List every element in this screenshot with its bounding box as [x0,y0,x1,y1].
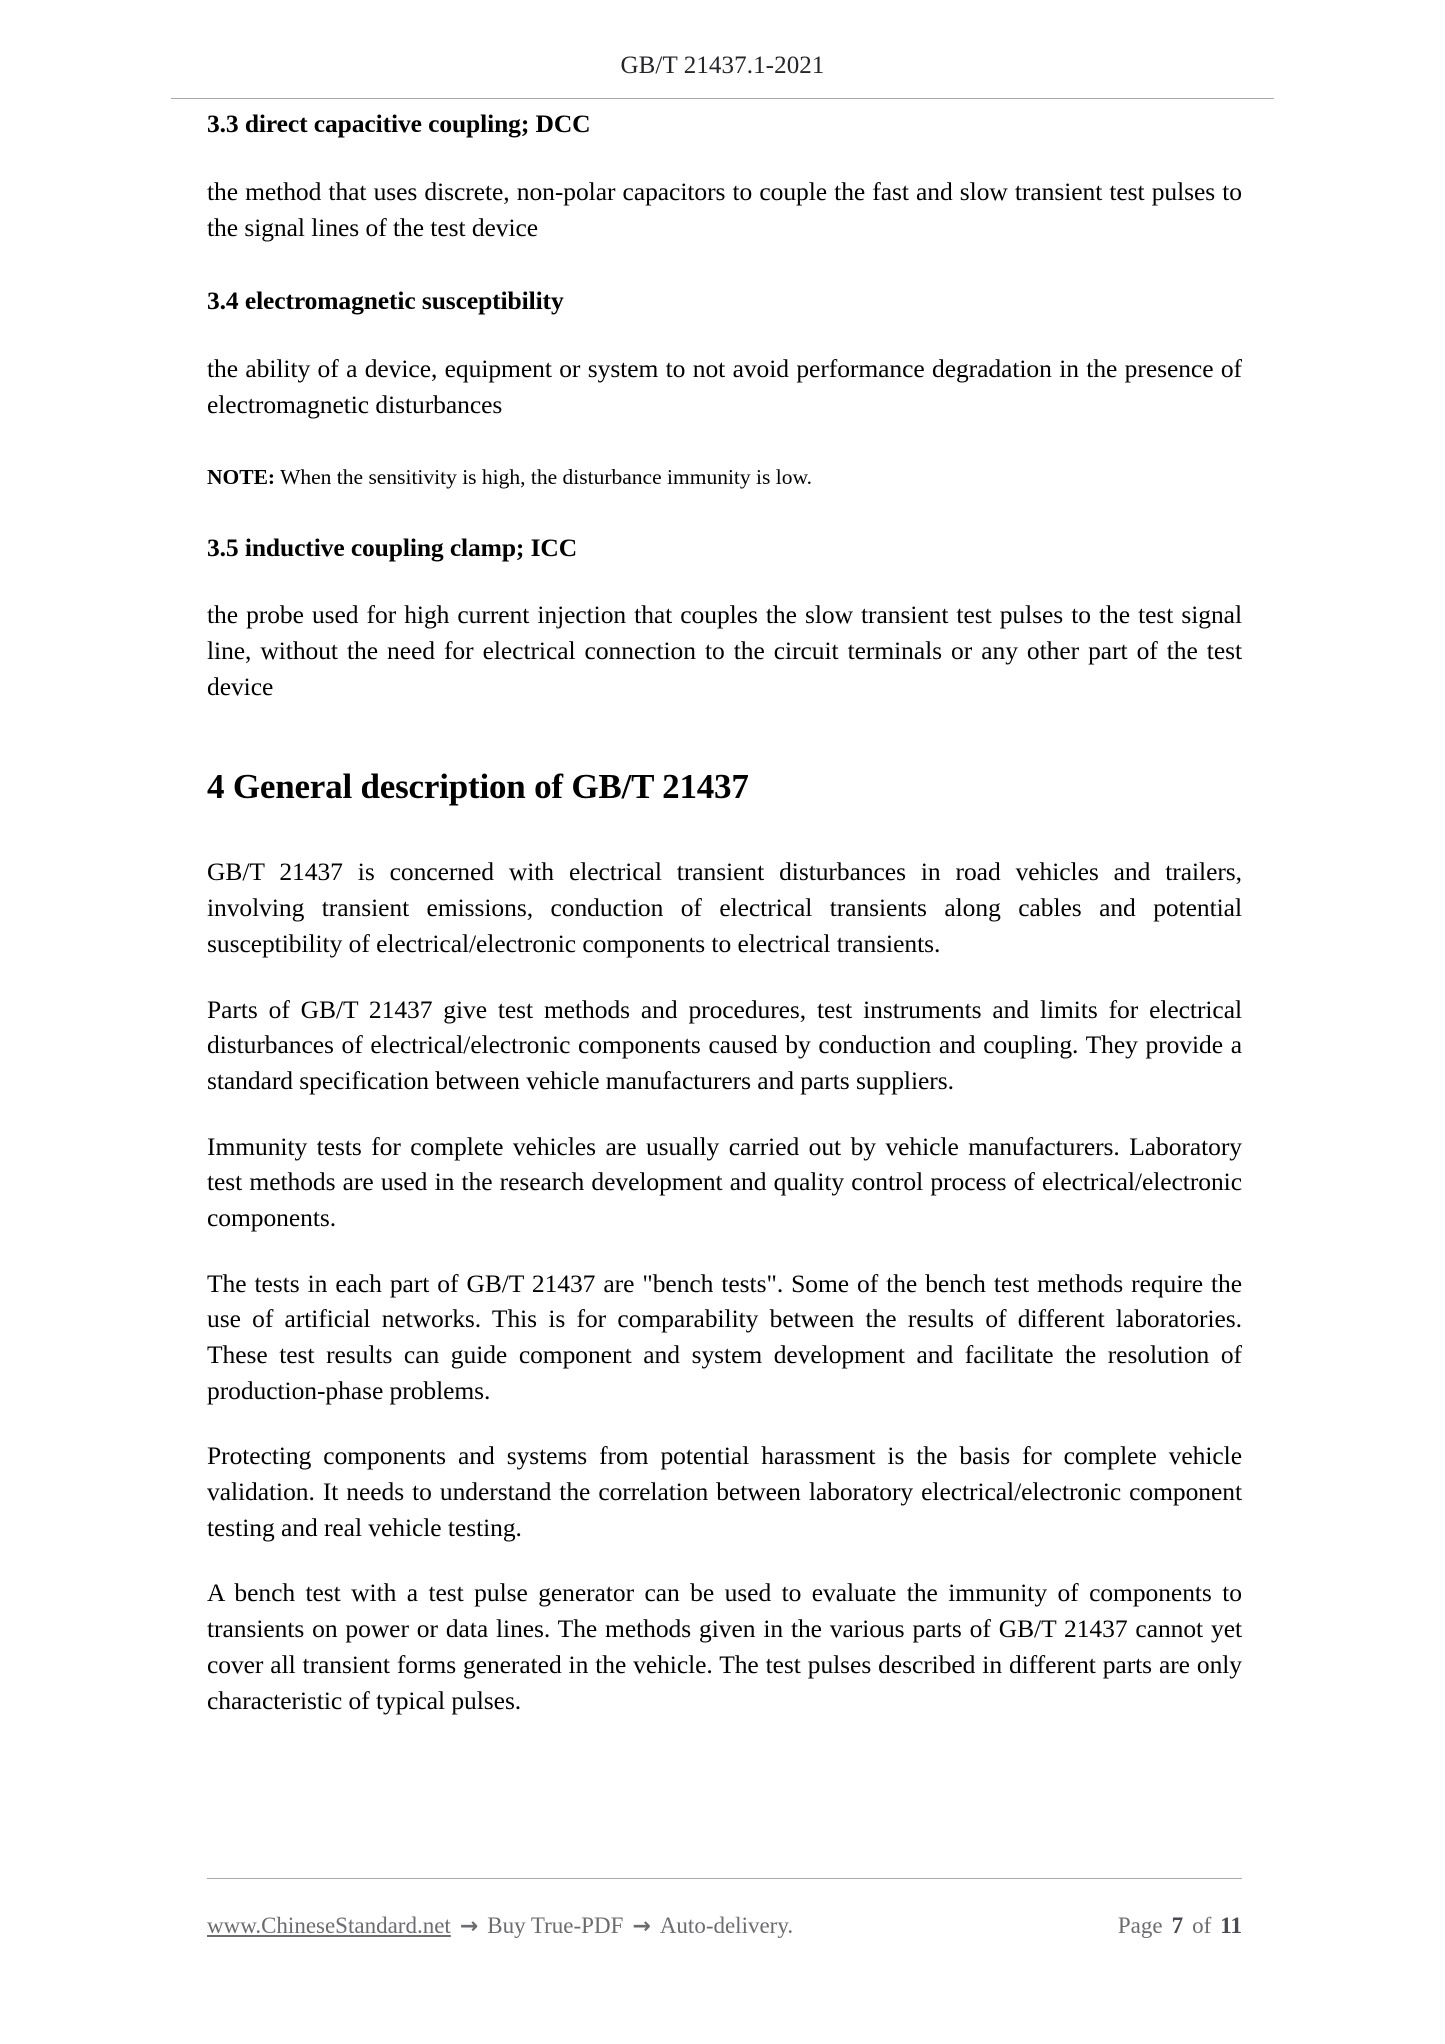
spacer [207,1236,1242,1266]
spacer [207,808,1242,854]
arrow-right-icon-2: → [632,1914,651,1939]
note-label: NOTE: [207,464,276,489]
header-divider [171,98,1274,99]
page-header [0,0,1445,99]
page-label: Page [1117,1913,1163,1938]
footer-promo-delivery: Auto-delivery. [659,1913,794,1938]
page-number: 7 [1171,1913,1184,1938]
header-standard-number: GB/T 21437.1-2021 [620,52,825,79]
section-heading-4: 4 General description of GB/T 21437 [207,767,749,807]
spacer [207,704,1242,766]
spacer [207,245,1242,285]
page-content [207,108,1242,1718]
footer-promo [207,1913,793,1939]
spacer [207,317,1242,351]
footer-promo-buy: Buy True-PDF [487,1913,624,1938]
spacer [207,563,1242,597]
spacer [207,423,1242,463]
note-text: When the sensitivity is high, the disturbance immunity is low. [280,464,812,489]
section-paragraph-4: The tests in each part of GB/T 21437 are "bench tests". Some of the bench test methods require the use of artificial networks. This is for comparability between the results of different laboratories. These test results can guide component and system development and facilitate the resolution of production-phase problems. [207,1268,1242,1405]
section-paragraph-3: Immunity tests for complete vehicles are usually carried out by vehicle manufacturers. Laboratory test methods are used in the research development and quality control process of electrical/electronic components. [207,1131,1242,1232]
footer-pagination [1118,1913,1242,1939]
section-paragraph-2: Parts of GB/T 21437 give test methods and procedures, test instruments and limits for electrical disturbances of electrical/electronic components caused by conduction and coupling. They provide a standard specification between vehicle manufacturers and parts suppliers. [207,994,1242,1095]
term-definition-3-4: the ability of a device, equipment or system to not avoid performance degradation in the presence of electromagnetic disturbances [207,354,1242,419]
term-heading-3-3: 3.3 direct capacitive coupling; DCC [207,109,591,138]
spacer [207,492,1242,532]
section-paragraph-1: GB/T 21437 is concerned with electrical transient disturbances in road vehicles and trailers, involving transient emissions, conduction of electrical transients along cables and potential susceptibility of electrical/electronic components to electrical transients. [207,857,1242,958]
total-pages: 11 [1220,1913,1242,1938]
term-heading-3-5: 3.5 inductive coupling clamp; ICC [207,532,578,562]
spacer [207,140,1242,174]
term-definition-3-3: the method that uses discrete, non-polar capacitors to couple the fast and slow transient test pulses to the signal lines of the test device [207,176,1242,242]
spacer [207,1099,1242,1129]
of-label: of [1192,1913,1212,1938]
term-heading-3-4: 3.4 electromagnetic susceptibility [207,286,564,316]
term-definition-3-5: the probe used for high current injection that couples the slow transient test pulses to the test signal line, without the need for electrical connection to the circuit terminals or any other part of the test device [207,600,1242,701]
note-line [207,463,1242,492]
spacer [207,1408,1242,1438]
footer-divider [207,1878,1242,1879]
spacer [207,962,1242,992]
section-paragraph-5: Protecting components and systems from potential harassment is the basis for complete vehicle validation. It needs to understand the correlation between laboratory electrical/electronic component testing and real vehicle testing. [207,1441,1242,1542]
section-paragraph-6: A bench test with a test pulse generator can be used to evaluate the immunity of components to transients on power or data lines. The methods given in the various parts of GB/T 21437 cannot yet cover all transient forms generated in the vehicle. The test pulses described in different parts are only characteristic of typical pulses. [207,1578,1242,1715]
arrow-right-icon: → [459,1914,479,1939]
footer-row [207,1913,1242,1939]
page-footer [0,1868,1445,2044]
footer-website-link[interactable]: www.ChineseStandard.net [207,1913,451,1938]
spacer [207,1545,1242,1575]
